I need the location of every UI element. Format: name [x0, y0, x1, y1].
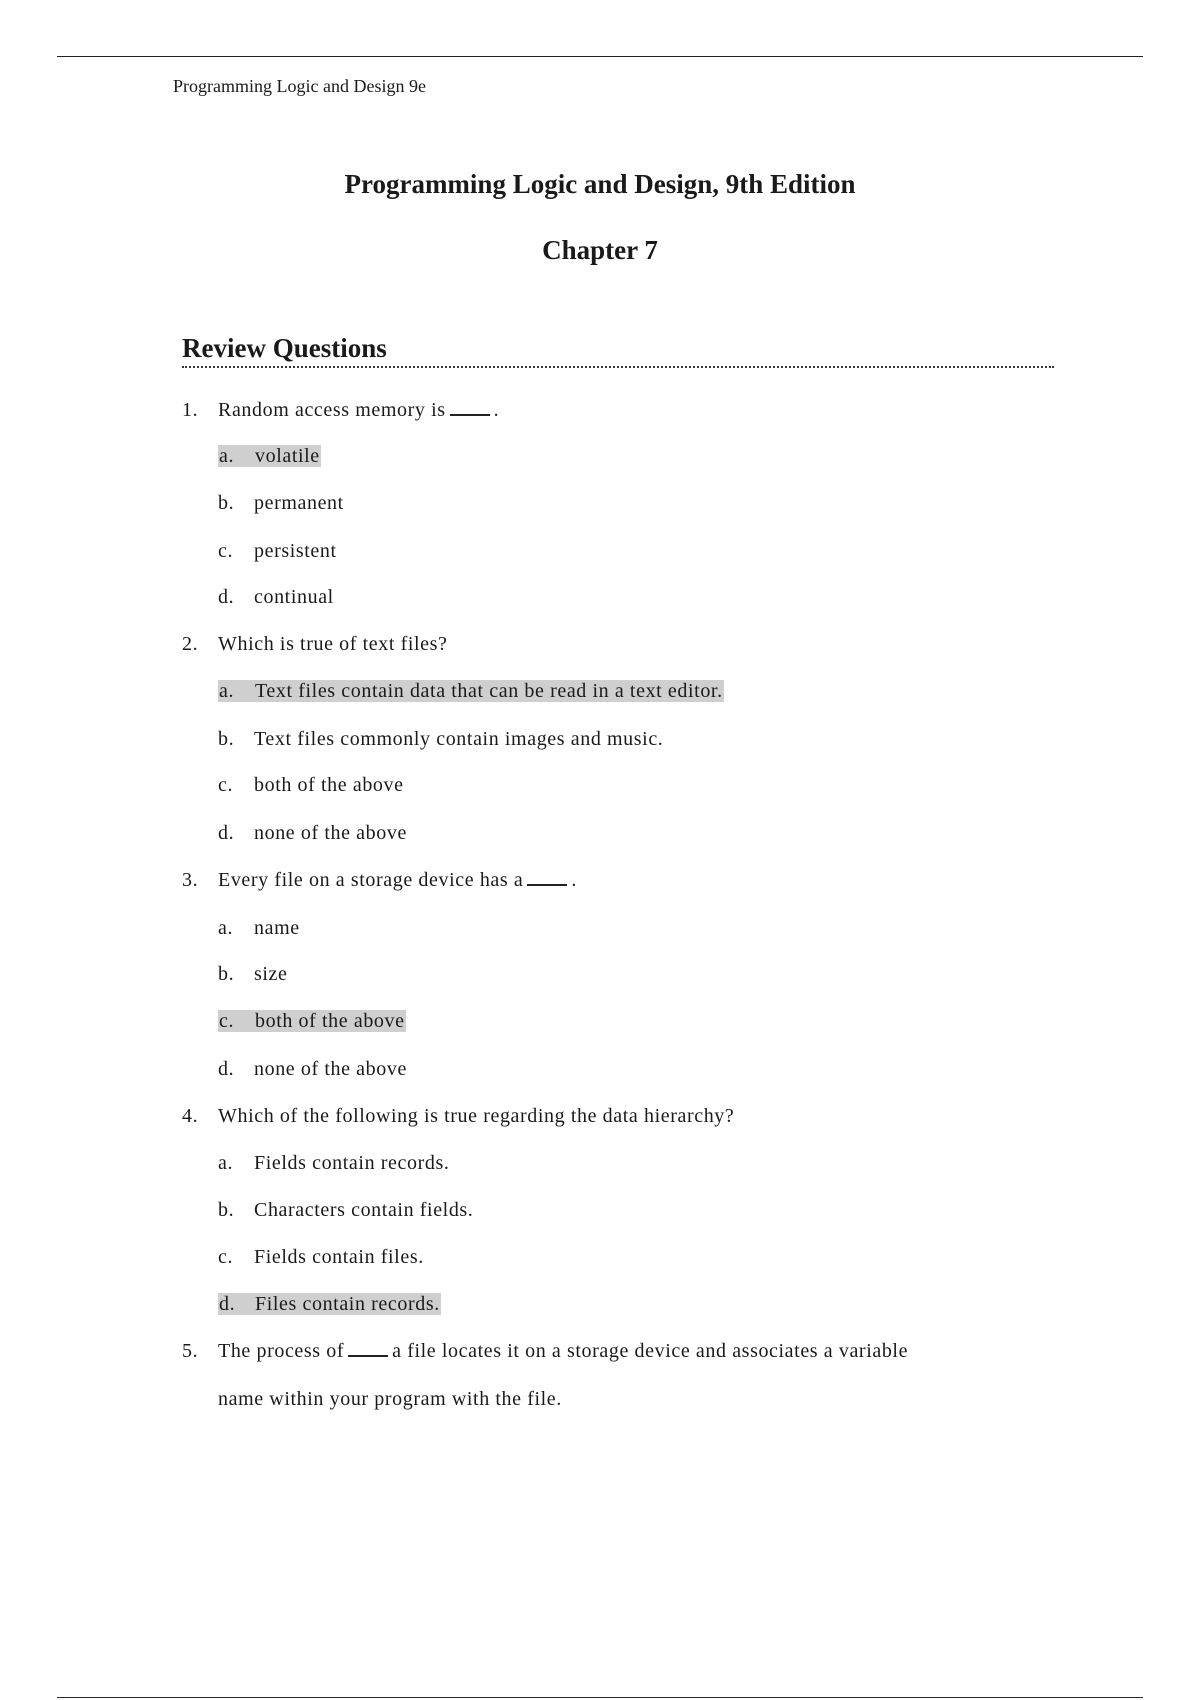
question-5-continuation — [218, 1387, 562, 1411]
option-letter: a. — [219, 680, 235, 702]
question-text-continued: name within your program with the file. — [218, 1388, 562, 1410]
option-4d — [218, 1292, 441, 1316]
correct-answer-highlight — [218, 445, 321, 467]
bottom-rule — [57, 1697, 1143, 1698]
question-text-end: a file locates it on a storage device and associates a variable — [392, 1340, 909, 1362]
option-text: both of the above — [254, 774, 404, 796]
option-1b — [218, 491, 344, 515]
option-text: Text files commonly contain images and music. — [254, 728, 664, 750]
question-2 — [182, 632, 448, 656]
option-letter: d. — [218, 586, 235, 608]
option-4a — [218, 1151, 449, 1175]
option-3d — [218, 1057, 407, 1081]
chapter-title: Chapter 7 — [542, 235, 658, 265]
option-text: name — [254, 917, 300, 939]
option-1d — [218, 585, 334, 609]
answer-blank — [527, 868, 567, 886]
option-letter: a. — [218, 917, 234, 939]
option-1a — [218, 444, 321, 468]
option-text: size — [254, 963, 288, 985]
option-letter: b. — [218, 1199, 235, 1221]
question-number: 3. — [182, 869, 199, 891]
answer-blank — [450, 398, 490, 416]
option-2a — [218, 679, 724, 703]
option-2c — [218, 773, 404, 797]
option-4c — [218, 1245, 424, 1269]
running-header: Programming Logic and Design 9e — [173, 76, 426, 96]
question-number: 4. — [182, 1105, 199, 1127]
option-letter: b. — [218, 728, 235, 750]
question-number: 5. — [182, 1340, 199, 1362]
question-text: Random access memory is — [218, 399, 446, 421]
question-1 — [182, 398, 499, 422]
option-text: Characters contain fields. — [254, 1199, 474, 1221]
option-4b — [218, 1198, 473, 1222]
question-text: The process of — [218, 1340, 345, 1362]
option-text: persistent — [254, 540, 337, 562]
option-letter: c. — [218, 540, 234, 562]
document-title: Programming Logic and Design, 9th Edition — [344, 169, 856, 199]
option-letter: b. — [218, 963, 235, 985]
question-3 — [182, 868, 577, 892]
question-number: 2. — [182, 633, 199, 655]
question-text: Which of the following is true regarding the data hierarchy? — [218, 1105, 735, 1127]
option-letter: c. — [218, 1246, 234, 1268]
option-letter: d. — [218, 822, 235, 844]
option-letter: b. — [218, 492, 235, 514]
question-number: 1. — [182, 399, 199, 421]
correct-answer-highlight — [218, 680, 724, 702]
correct-answer-highlight — [218, 1293, 441, 1315]
option-text: permanent — [254, 492, 344, 514]
option-letter: a. — [218, 1152, 234, 1174]
option-text: both of the above — [255, 1010, 405, 1032]
question-4 — [182, 1104, 734, 1128]
question-text: Every file on a storage device has a — [218, 869, 524, 891]
option-text: Text files contain data that can be read in a text editor. — [255, 680, 723, 702]
option-2b — [218, 727, 663, 751]
option-text: Files contain records. — [255, 1293, 440, 1315]
option-text: none of the above — [254, 1058, 407, 1080]
option-3b — [218, 962, 288, 986]
option-text: Fields contain files. — [254, 1246, 424, 1268]
section-divider — [182, 366, 1054, 368]
option-text: continual — [254, 586, 334, 608]
top-rule — [57, 56, 1143, 57]
option-letter: d. — [219, 1293, 236, 1315]
option-text: Fields contain records. — [254, 1152, 450, 1174]
option-3c — [218, 1009, 406, 1033]
option-text: volatile — [255, 445, 320, 467]
section-heading: Review Questions — [182, 333, 387, 363]
option-text: none of the above — [254, 822, 407, 844]
correct-answer-highlight — [218, 1010, 406, 1032]
option-letter: c. — [218, 774, 234, 796]
option-letter: c. — [219, 1010, 235, 1032]
question-text-end: . — [493, 399, 500, 421]
option-3a — [218, 916, 300, 940]
option-letter: d. — [218, 1058, 235, 1080]
option-2d — [218, 821, 407, 845]
question-text: Which is true of text files? — [218, 633, 448, 655]
question-text-end: . — [571, 869, 577, 891]
option-1c — [218, 539, 337, 563]
question-5 — [182, 1339, 908, 1363]
option-letter: a. — [219, 445, 235, 467]
answer-blank — [348, 1339, 388, 1357]
